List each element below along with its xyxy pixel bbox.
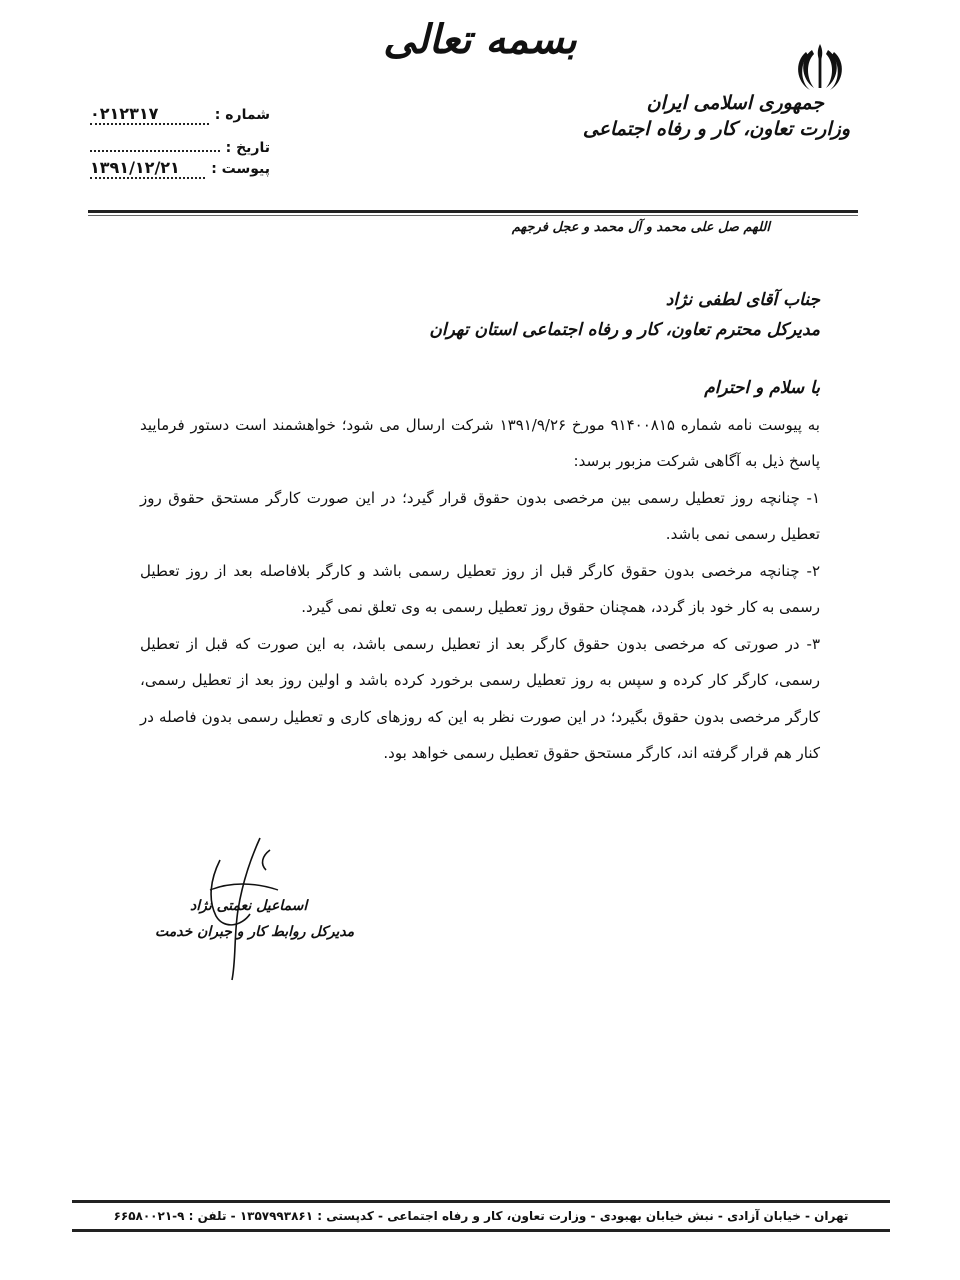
meta-attachment-row [90,159,270,186]
attachment-value: ۱۳۹۱/۱۲/۲۱ [90,159,205,179]
addressee-title: مدیرکل محترم تعاون، کار و رفاه اجتماعی استان تهران [429,320,820,340]
number-label: شماره : [214,107,270,123]
addressee-block [429,285,820,345]
iran-emblem-icon [790,40,850,96]
ministry-name: وزارت تعاون، کار و رفاه اجتماعی [582,118,850,140]
body-item-2: ۲- چنانچه مرخصی بدون حقوق کارگر قبل از روز تعطیل رسمی باشد و کارگر بلافاصله بعد از روز تعطیل رسمی به کار خود باز گردد، همچنان حقوق روز تعطیل رسمی به وی تعلق نمی گیرد. [140,561,820,616]
meta-number-row [90,105,270,132]
body-intro: به پیوست نامه شماره ۹۱۴۰۰۸۱۵ مورخ ۱۳۹۱/۹/۲۶ شرکت ارسال می شود؛ خواهشمند است دستور فرمایید پاسخ ذیل به آگاهی شرکت مزبور برسد: [140,415,820,470]
signatory-name: اسماعیل نعمتی نژاد [190,898,308,914]
meta-date-row [90,132,270,159]
salawat-line: اللهم صل علی محمد و آل محمد و عجل فرجهم [511,220,770,235]
greeting: با سلام و احترام [704,378,820,398]
ministry-header [583,92,850,140]
number-value: ۰۲۱۲۳۱۷ [90,105,209,125]
body-item-3: ۳- در صورتی که مرخصی بدون حقوق کارگر بعد از تعطیل رسمی باشد، به این صورت که قبل از تعطیل رسمی، کارگر کار کرده و سپس به روز تعطیل رسمی برخورد کرده باشد و اولین روز بعد از تعطیل رسمی، کارگر مرخصی بدون حقوق بگیرد؛ در این صورت نظر به این که روزهای کاری و تعطیل رسمی بدون فاصله در کنار هم قرار گرفته اند، کارگر مستحق حقوق تعطیل رسمی خواهد بود. [140,634,820,762]
addressee-name: جناب آقای لطفی نژاد [665,290,820,310]
letter-meta [90,105,270,186]
footer-address: تهران - خیابان آزادی - نبش خیابان بهبودی - وزارت تعاون، کار و رفاه اجتماعی - کدپستی : ۱۳۵۷۹۹۳۸۶۱ - تلفن : ۹-۶۶۵۸۰۰۲۱ [72,1200,890,1232]
bismillah-heading: بسمه تعالی [383,16,577,63]
body-item-1: ۱- چنانچه روز تعطیل رسمی بین مرخصی بدون حقوق قرار گیرد؛ در این صورت کارگر مستحق حقوق روز تعطیل رسمی نمی باشد. [140,488,820,543]
letter-body [140,370,820,772]
attachment-label: پیوست : [211,161,270,177]
date-value [90,132,220,152]
signatory-title: مدیرکل روابط کار و جبران خدمت [155,924,355,940]
date-label: تاریخ : [225,140,270,156]
ministry-country: جمهوری اسلامی ایران [646,92,824,114]
header-divider [88,210,858,216]
